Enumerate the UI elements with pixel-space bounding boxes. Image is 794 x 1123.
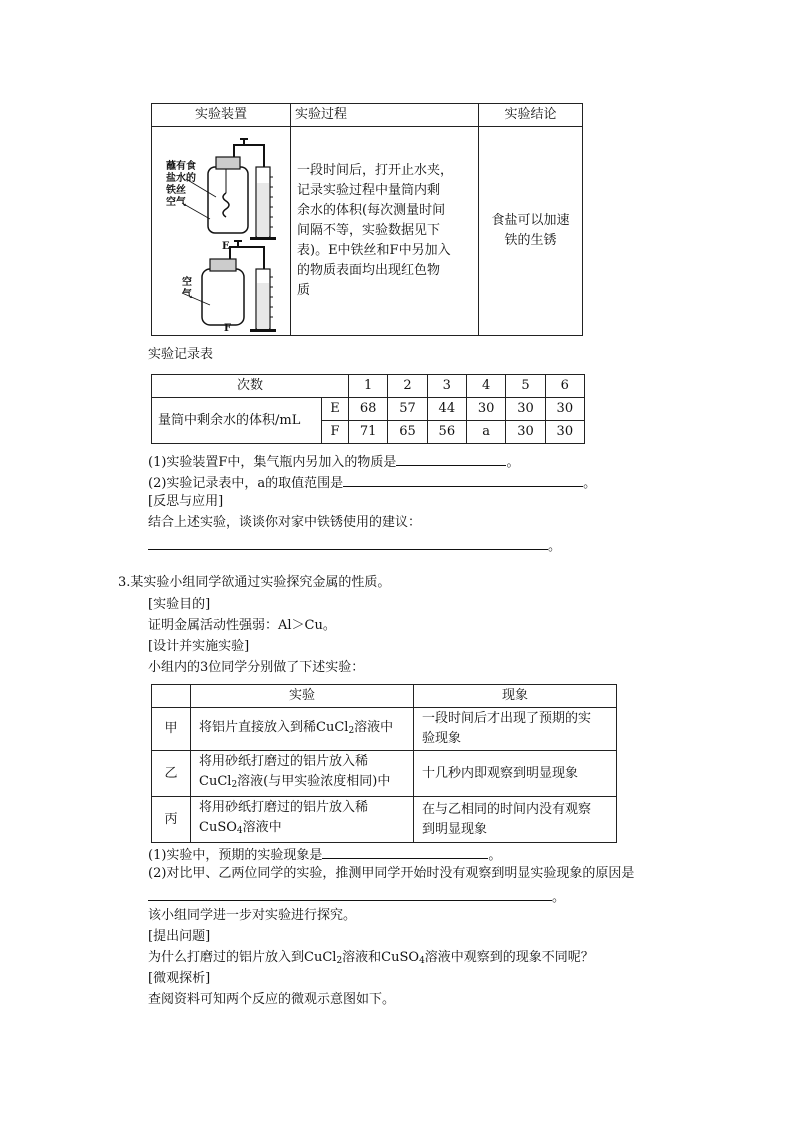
question-1-end: 。 [506, 455, 520, 470]
answer-blank[interactable] [148, 886, 552, 901]
question-1 [148, 451, 519, 472]
row-e-label: E [322, 398, 349, 421]
apparatus-e-label-line: 盐水的 [166, 173, 196, 184]
row-jia-exp-text: 溶液中 [354, 719, 394, 735]
apparatus-table [151, 103, 583, 336]
conclusion-line: 食盐可以加速 [491, 213, 570, 228]
problem-text-part: 为什么打磨过的铝片放入到CuCl [148, 950, 337, 965]
count-cell: 5 [506, 375, 545, 398]
design-heading: [设计并实施实验] [148, 639, 250, 654]
row-bing-phen-line: 到明显现象 [422, 821, 488, 837]
header-conclusion: 实验结论 [479, 104, 583, 127]
record-title: 实验记录表 [148, 347, 214, 362]
purpose-text: 证明金属活动性强弱：Al＞Cu。 [148, 618, 336, 633]
row-jia-exp-text: 将铝片直接放入到稀CuCl [199, 719, 349, 735]
row-jia-phenomenon [414, 708, 617, 751]
purpose-heading: [实验目的] [148, 597, 211, 612]
header-process: 实验过程 [291, 104, 479, 127]
count-cell: 4 [466, 375, 505, 398]
conclusion-cell [479, 127, 583, 336]
row-e-value: 44 [427, 398, 466, 421]
count-cell: 1 [349, 375, 388, 398]
apparatus-e-letter: E [222, 241, 230, 252]
answer-blank[interactable] [322, 844, 488, 859]
row-f-value: 30 [545, 421, 584, 444]
row-yi-exp-line [199, 772, 412, 795]
problem-sub: 4 [419, 956, 425, 966]
row-bing-phenomenon [414, 797, 617, 843]
s3-question-2-answer [148, 886, 565, 907]
row-e-value: 68 [349, 398, 388, 421]
process-line: 的物质表面均出现红色物 [297, 263, 441, 278]
process-cell [291, 127, 479, 336]
s3-question-2-end: 。 [552, 890, 566, 905]
answer-blank[interactable] [343, 472, 583, 487]
row-bing-exp-line [199, 818, 412, 841]
row-jia-exp-sub: 2 [348, 725, 355, 736]
volume-label: 量筒中剩余水的体积/mL [152, 398, 322, 444]
count-cell: 2 [388, 375, 427, 398]
s3-question-1-end: 。 [488, 848, 502, 863]
apparatus-e-label-line: 蘸有食 [166, 161, 196, 172]
process-line: 表)。E中铁丝和F中另加入 [297, 243, 451, 258]
apparatus-f-air [182, 277, 192, 301]
apparatus-f-letter: F [224, 323, 232, 334]
question-2-text: (2)实验记录表中，a的取值范围是 [148, 476, 344, 491]
problem-heading: [提出问题] [148, 929, 211, 944]
row-bing-label: 丙 [152, 797, 191, 843]
count-cell: 3 [427, 375, 466, 398]
question-2-end: 。 [583, 476, 597, 491]
problem-sub: 2 [336, 956, 343, 966]
design-text: 小组内的3位同学分别做了下述实验： [148, 660, 365, 675]
s3-question-1 [148, 844, 501, 865]
count-header: 次数 [152, 375, 349, 398]
problem-text-part: 溶液中观察到的现象不同呢？ [424, 950, 594, 965]
conclusion-line: 铁的生锈 [504, 233, 557, 248]
row-f-value: 65 [388, 421, 427, 444]
row-bing-experiment [191, 797, 414, 843]
process-line: 余水的体积(每次测量时间 [297, 203, 446, 218]
s3-question-1-text: (1)实验中，预期的实验现象是 [148, 848, 323, 863]
question-2 [148, 472, 596, 493]
reflect-heading: [反思与应用] [148, 494, 224, 509]
row-bing-exp-sub: 4 [236, 826, 243, 836]
micro-heading: [微观探析] [148, 971, 211, 986]
record-table [151, 374, 585, 444]
row-f-value: a [466, 421, 505, 444]
row-f-value: 56 [427, 421, 466, 444]
answer-blank[interactable] [396, 451, 506, 466]
apparatus-f-air-line: 气 [182, 289, 192, 300]
header-phenomenon: 现象 [414, 685, 617, 708]
apparatus-e-label-line: 铁丝 [166, 185, 186, 196]
apparatus-e-air: 空气 [166, 197, 186, 208]
row-e-value: 30 [545, 398, 584, 421]
suggest-end: 。 [548, 539, 562, 554]
apparatus-diagram [152, 127, 288, 335]
header-apparatus: 实验装置 [152, 104, 291, 127]
further-text: 该小组同学进一步对实验进行探究。 [148, 908, 357, 923]
process-line: 间隔不等，实验数据见下 [297, 223, 441, 238]
row-yi-exp-text: CuCl [199, 774, 232, 789]
row-yi-phenomenon: 十几秒内即观察到明显现象 [414, 751, 617, 797]
count-cell: 6 [545, 375, 584, 398]
suggest-prompt: 结合上述实验，谈谈你对家中铁锈使用的建议： [148, 515, 422, 530]
problem-text-part: 溶液和CuSO [342, 950, 420, 965]
row-yi-exp-sub: 2 [231, 780, 238, 790]
row-jia-experiment [191, 708, 414, 751]
row-yi-exp-text: 溶液(与甲实验浓度相同)中 [237, 774, 391, 789]
apparatus-f-air-line: 空 [182, 277, 192, 288]
apparatus-cell [152, 127, 291, 336]
row-jia-label: 甲 [152, 708, 191, 751]
process-line: 记录实验过程中量筒内剩 [297, 183, 441, 198]
row-bing-exp-line: 将用砂纸打磨过的铝片放入稀 [199, 800, 369, 815]
row-f-value: 71 [349, 421, 388, 444]
micro-text: 查阅资料可知两个反应的微观示意图如下。 [148, 992, 396, 1007]
row-bing-phen-line: 在与乙相同的时间内没有观察 [422, 801, 592, 817]
s3-question-2: (2)对比甲、乙两位同学的实验，推测甲同学开始时没有观察到明显实验现象的原因是 [148, 866, 635, 881]
suggest-answer [148, 535, 561, 556]
problem-text [148, 949, 594, 970]
row-e-value: 57 [388, 398, 427, 421]
question-1-text: (1)实验装置F中，集气瓶内另加入的物质是 [148, 455, 397, 470]
row-bing-exp-text: 溶液中 [242, 820, 282, 835]
row-yi-label: 乙 [152, 751, 191, 797]
row-yi-exp-line: 将用砂纸打磨过的铝片放入稀 [199, 754, 369, 769]
header-experiment: 实验 [191, 685, 414, 708]
row-e-value: 30 [506, 398, 545, 421]
row-jia-phen-line: 一段时间后才出现了预期的实 [422, 711, 592, 726]
process-line: 一段时间后，打开止水夹， [297, 163, 454, 178]
row-yi-experiment [191, 751, 414, 797]
section-3-title: 3.某实验小组同学欲通过实验探究金属的性质。 [118, 575, 391, 590]
metal-experiment-table [151, 684, 617, 843]
answer-blank[interactable] [148, 535, 548, 550]
apparatus-e-label [166, 161, 196, 209]
row-f-value: 30 [506, 421, 545, 444]
process-line: 质 [297, 283, 311, 298]
row-e-value: 30 [466, 398, 505, 421]
row-f-label: F [322, 421, 349, 444]
header-empty [152, 685, 191, 708]
row-jia-phen-line: 验现象 [422, 731, 462, 746]
row-bing-exp-text: CuSO [199, 820, 237, 835]
